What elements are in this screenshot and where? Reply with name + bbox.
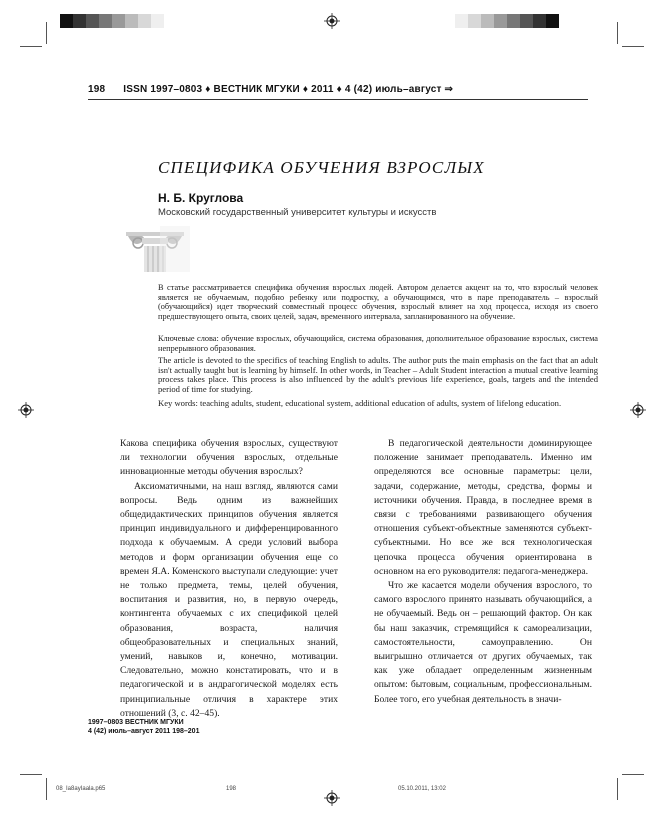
crop-mark (46, 778, 47, 800)
color-swatch (73, 14, 86, 28)
color-swatch (507, 14, 520, 28)
registration-mark-right (630, 402, 646, 418)
footer-issue: 4 (42) июль–август 2011 198–201 (88, 728, 200, 735)
color-swatch (481, 14, 494, 28)
color-swatch (151, 14, 164, 28)
color-swatch (138, 14, 151, 28)
color-bar-right (455, 14, 559, 28)
color-swatch (99, 14, 112, 28)
paragraph: В педагогической деятельности доминирующее положение занимает преподаватель. Именно им определяются все основные параметры: цели, задачи, содержание, методы, средства, формы и источники обучения. Правда, в последнее время в связи с требованиями развивающего обучения отношения субъект-объектные заменяются субъект-субъектными. Но все же вся технологическая цепочка процесса обучения ориентирована в основном на его руководителя: педагога-менеджера. (374, 438, 592, 577)
citation-footer (88, 718, 199, 736)
color-swatch (533, 14, 546, 28)
header-rule (88, 99, 588, 100)
color-swatch (112, 14, 125, 28)
column-capital-ornament (120, 226, 190, 272)
crop-mark (622, 46, 644, 47)
slug-page: 198 (226, 786, 237, 792)
registration-mark-top (324, 13, 340, 29)
color-swatch (546, 14, 559, 28)
keywords-english: Key words: teaching adults, student, educational system, additional education of adults, system of lifelong education. (158, 398, 562, 408)
paragraph: Что же касается модели обучения взрослого, то самого взрослого принято называть обучающийся, а не обучаемый. Ведь он – решающий фактор. Он как бы наш заказчик, стремящийся к самореализации, самостоятельности, самоуправлению. Он выигрышно отличается от других обучаемых, так как уже обладает определенным жизненным опытом: бытовым, социальным, профессиональным. Более того, его учебная деятельность в значи- (374, 580, 592, 705)
slug-filename: 08_Ia8ayIaala.p65 (56, 786, 106, 792)
keywords-russian: Ключевые слова: обучение взрослых, обучающийся, система образования, дополнительное образование взрослых, система непрерывного образования. (158, 334, 598, 353)
registration-mark-bottom (324, 790, 340, 806)
crop-mark (622, 774, 644, 775)
body-column-right (374, 437, 592, 707)
page-number: 198 (88, 84, 106, 95)
slug-datetime: 05.10.2011, 13:02 (398, 786, 446, 792)
crop-mark (46, 22, 47, 44)
registration-mark-left (18, 402, 34, 418)
abstract-english: The article is devoted to the specifics of teaching English to adults. The author puts the main emphasis on the fact that an adult isn't actually taught but is learning by himself. In other words, in Teacher – Adult Student interaction a mutual creative learning process takes place. This process is also influenced by the adult's previous life experience, goals, targets and the intended period of time for studying. (158, 355, 598, 394)
body-column-left (120, 437, 338, 721)
crop-mark (617, 778, 618, 800)
color-swatch (468, 14, 481, 28)
journal-info: ISSN 1997–0803 ♦ ВЕСТНИК МГУКИ ♦ 2011 ♦ 4 (42) июль–август ⇒ (123, 84, 454, 95)
color-swatch (60, 14, 73, 28)
abstract-russian: В статье рассматривается специфика обучения взрослых людей. Автором делается акцент на то, что взрослый человек является не обучаемым, подобно ребенку или подростку, а обучающимся, что в паре преподаватель – взрослый (обучающийся) идет творческий совместный процесс обучения, взрослый влияет на ход процесса, исходя из своего предшествующего опыта, своих целей, задач, временного интервала, запланированного на обучение. (158, 283, 598, 321)
article-title: СПЕЦИФИКА ОБУЧЕНИЯ ВЗРОСЛЫХ (158, 158, 485, 177)
crop-mark (617, 22, 618, 44)
color-swatch (520, 14, 533, 28)
author-affiliation: Московский государственный университет культуры и искусств (158, 207, 437, 218)
color-swatch (86, 14, 99, 28)
color-swatch (455, 14, 468, 28)
crop-mark (20, 46, 42, 47)
paragraph: Аксиоматичными, на наш взгляд, являются сами вопросы. Ведь одним из важнейших общедидактических принципов обучения является принцип индивидуального и дифференцированного подхода к обучаемым. А среди условий выбора методов и форм организации обучения еще со времен Я.А. Коменского выступали следующие: учет не только предмета, темы, целей обучения, воспитания и развития, но, в первую очередь, контингента обучаемых с их спецификой целей образования, возраста, наличия общеобразовательных и специальных знаний, умений, навыков и, конечно, мотивации. Следовательно, можно констатировать, что и в педагогической и в андрагогической моделях есть принципиальные отличия в характере этих отношений (3, с. 42–45). (120, 480, 338, 719)
footer-journal: 1997–0803 ВЕСТНИК МГУКИ (88, 719, 184, 726)
color-bar-left (60, 14, 164, 28)
color-swatch (494, 14, 507, 28)
crop-mark (20, 774, 42, 775)
color-swatch (125, 14, 138, 28)
running-header (88, 84, 588, 95)
article-author: Н. Б. Круглова (158, 191, 244, 205)
paragraph: Какова специфика обучения взрослых, существуют ли технологии обучения взрослых, отдельные инновационные методы обучения взрослых? (120, 438, 338, 478)
